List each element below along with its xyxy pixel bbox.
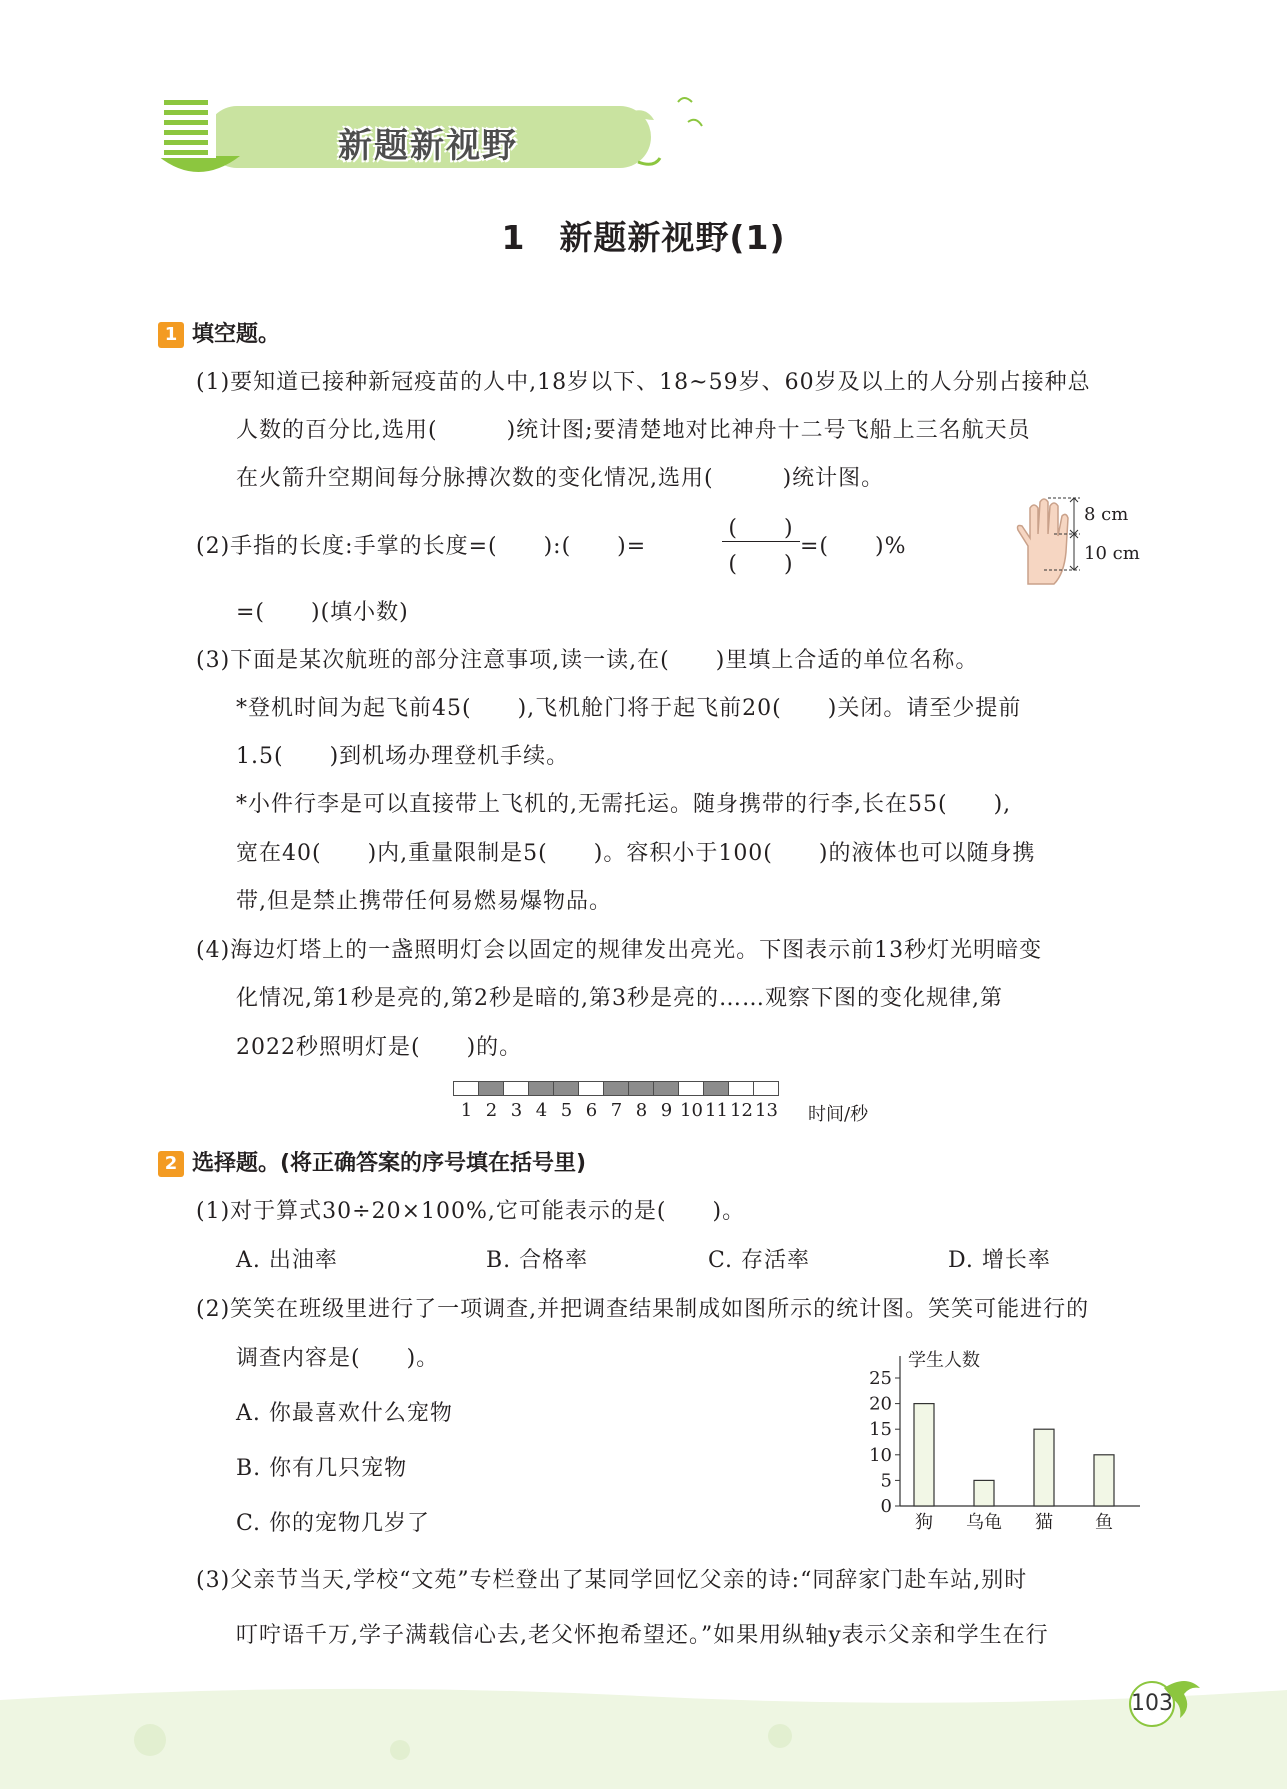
page-number: 103 [1131, 1691, 1173, 1716]
light-tick-7: 7 [610, 1100, 623, 1121]
light-cell-8 [628, 1081, 654, 1096]
palm-length-label: 10 cm [1084, 543, 1140, 564]
light-tick-8: 8 [635, 1100, 648, 1121]
s1-q4-line-3: 2022秒照明灯是( )的。 [236, 1035, 523, 1060]
s1-q2-prefix: (2)手指的长度:手掌的长度=( ):( )= [196, 534, 647, 559]
s2-q2-line-1: (2)笑笑在班级里进行了一项调查,并把调查结果制成如图所示的统计图。笑笑可能进行的 [196, 1297, 1090, 1322]
s2-q2-option-b: B. 你有几只宠物 [236, 1456, 408, 1481]
light-pattern-strip [454, 1081, 779, 1096]
s1-q2-line-2: =( )(填小数) [236, 600, 409, 625]
section-2-number: 2 [158, 1151, 184, 1177]
s2-q3-line-2: 叮咛语千万,学子满载信心去,老父怀抱希望还。”如果用纵轴y表示父亲和学生在行 [236, 1623, 1049, 1648]
x-tick-label: 猫 [1035, 1512, 1053, 1530]
s1-q3-line-4: *小件行李是可以直接带上飞机的,无需托运。随身携带的行李,长在55( ), [236, 792, 1012, 817]
bar-2 [974, 1480, 994, 1506]
y-tick-label: 25 [869, 1368, 892, 1389]
light-tick-10: 10 [680, 1100, 703, 1121]
footer-wave [0, 1680, 1287, 1789]
s2-q1-line: (1)对于算式30÷20×100%,它可能表示的是( )。 [196, 1199, 746, 1224]
bar-1 [914, 1404, 934, 1506]
section-1-heading [158, 317, 280, 348]
s1-q1-line-3: 在火箭升空期间每分脉搏次数的变化情况,选用( )统计图。 [236, 466, 885, 491]
s2-q3-line-1: (3)父亲节当天,学校“文苑”专栏登出了某同学回忆父亲的诗:“同辞家门赴车站,别时 [196, 1568, 1028, 1593]
light-cell-5 [553, 1081, 579, 1096]
light-tick-4: 4 [535, 1100, 548, 1121]
s2-q1-option-d: D. 增长率 [948, 1248, 1051, 1273]
section-1-number: 1 [158, 322, 184, 348]
s1-q3-line-6: 带,但是禁止携带任何易燃易爆物品。 [236, 889, 612, 914]
light-cell-13 [753, 1081, 779, 1096]
s2-q1-option-a: A. 出油率 [236, 1248, 338, 1273]
y-tick-label: 10 [869, 1444, 892, 1466]
s1-q3-line-3: 1.5( )到机场办理登机手续。 [236, 744, 570, 769]
section-2-title: 选择题。(将正确答案的序号填在括号里) [192, 1151, 587, 1176]
light-cell-11 [703, 1081, 729, 1096]
fraction-bar [722, 541, 800, 542]
y-tick-label: 0 [880, 1496, 892, 1517]
s1-q4-line-1: (4)海边灯塔上的一盏照明灯会以固定的规律发出亮光。下图表示前13秒灯光明暗变 [196, 938, 1043, 963]
section-2-heading [158, 1146, 586, 1177]
s2-q2-option-a: A. 你最喜欢什么宠物 [236, 1401, 453, 1426]
fraction-numerator: ( ) [728, 516, 794, 541]
light-cell-4 [528, 1081, 554, 1096]
section-1-title: 填空题。 [192, 322, 281, 347]
light-tick-2: 2 [485, 1100, 498, 1121]
s1-q1-line-1: (1)要知道已接种新冠疫苗的人中,18岁以下、18~59岁、60岁及以上的人分别占接种总 [196, 370, 1091, 395]
light-cell-6 [578, 1081, 604, 1096]
light-cell-3 [503, 1081, 529, 1096]
y-tick-label: 5 [880, 1470, 892, 1492]
light-tick-11: 11 [705, 1100, 728, 1121]
bar-4 [1094, 1455, 1114, 1506]
light-tick-3: 3 [510, 1100, 523, 1121]
light-tick-12: 12 [730, 1100, 753, 1121]
s2-q1-option-c: C. 存活率 [708, 1248, 811, 1273]
s2-q1-option-b: B. 合格率 [486, 1248, 589, 1273]
y-tick-label: 20 [869, 1393, 892, 1415]
light-tick-1: 1 [460, 1100, 473, 1121]
light-cell-7 [603, 1081, 629, 1096]
s1-q3-line-5: 宽在40( )内,重量限制是5( )。容积小于100( )的液体也可以随身携 [236, 841, 1036, 866]
light-cell-12 [728, 1081, 754, 1096]
light-tick-6: 6 [585, 1100, 598, 1121]
light-cell-2 [478, 1081, 504, 1096]
y-axis-label: 学生人数 [908, 1350, 980, 1371]
x-tick-label: 鱼 [1095, 1512, 1113, 1530]
light-cell-9 [653, 1081, 679, 1096]
finger-length-label: 8 cm [1084, 504, 1129, 525]
s1-q2-suffix: =( )% [800, 534, 907, 559]
s1-q1-line-2: 人数的百分比,选用( )统计图;要清楚地对比神舟十二号飞船上三名航天员 [236, 418, 1031, 443]
banner-title: 新题新视野 [338, 126, 518, 166]
x-tick-label: 乌龟 [966, 1512, 1002, 1530]
light-cell-1 [453, 1081, 479, 1096]
pet-bar-chart [858, 1346, 1148, 1530]
light-tick-5: 5 [560, 1100, 573, 1121]
y-tick-label: 15 [869, 1419, 892, 1441]
s2-q2-line-2: 调查内容是( )。 [236, 1346, 440, 1371]
light-cell-10 [678, 1081, 704, 1096]
light-time-ticks [454, 1100, 779, 1121]
s1-q3-line-1: (3)下面是某次航班的部分注意事项,读一读,在( )里填上合适的单位名称。 [196, 648, 979, 673]
light-tick-9: 9 [660, 1100, 673, 1121]
fraction-denominator: ( ) [728, 552, 794, 577]
page-title: 1 新题新视野(1) [501, 218, 786, 257]
s1-q3-line-2: *登机时间为起飞前45( ),飞机舱门将于起飞前20( )关闭。请至少提前 [236, 696, 1022, 721]
s1-q4-line-2: 化情况,第1秒是亮的,第2秒是暗的,第3秒是亮的……观察下图的变化规律,第 [236, 986, 1003, 1011]
bar-3 [1034, 1429, 1054, 1506]
x-tick-label: 狗 [915, 1512, 933, 1530]
s2-q2-option-c: C. 你的宠物几岁了 [236, 1511, 431, 1536]
light-axis-unit: 时间/秒 [808, 1104, 869, 1125]
light-tick-13: 13 [755, 1100, 778, 1121]
